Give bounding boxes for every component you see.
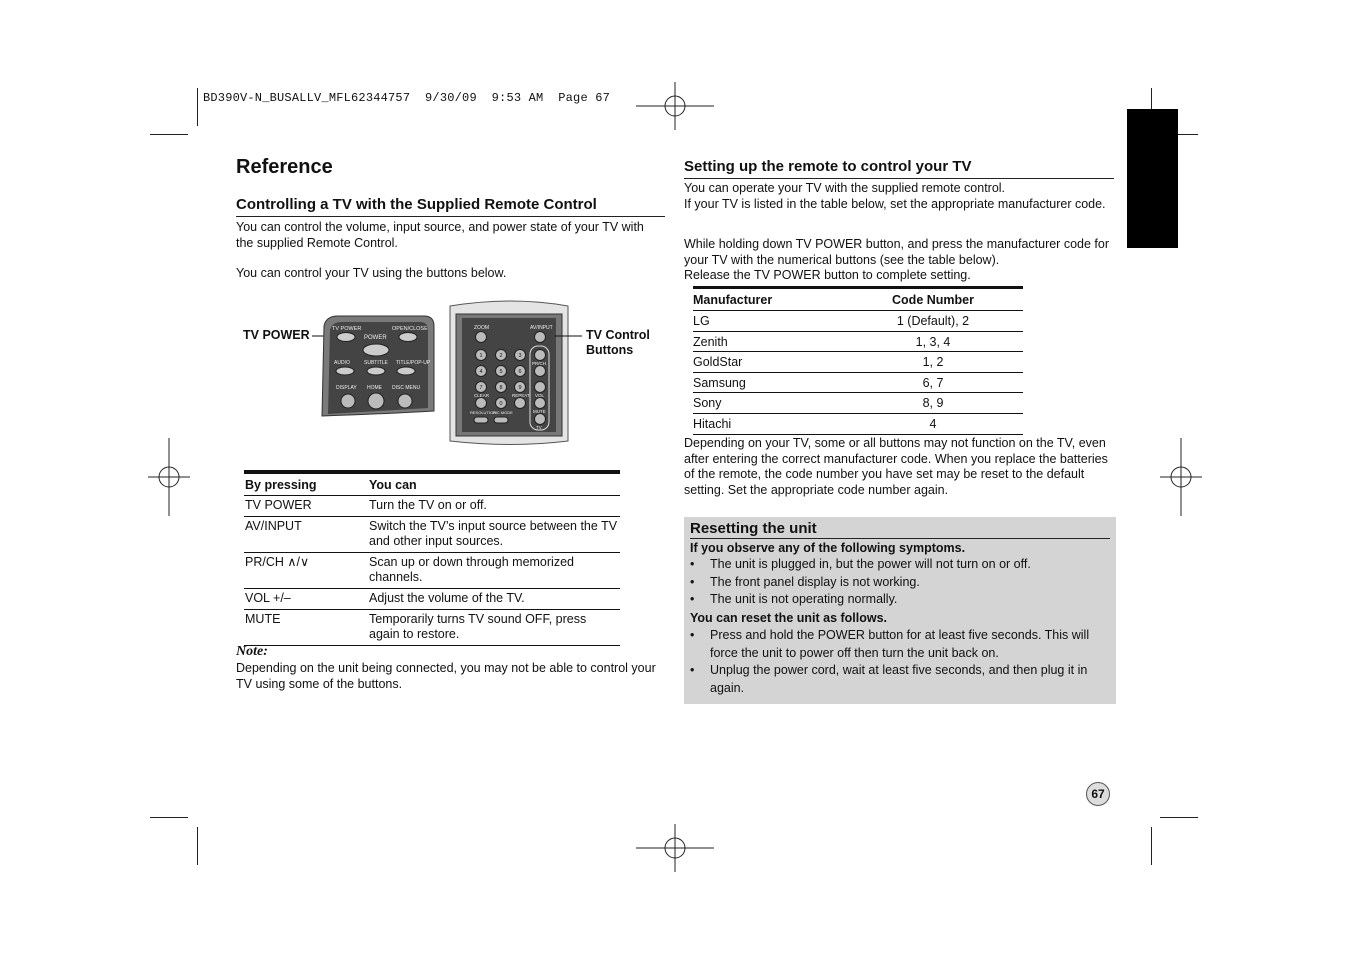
remote-label-mute: MUTE <box>533 409 546 414</box>
zoom-button <box>476 332 487 343</box>
reset-title: Resetting the unit <box>690 520 1110 539</box>
digit-7: 7 <box>479 385 483 391</box>
print-header: BD390V-N_BUSALLV_MFL62344757 9/30/09 9:53 AM Page 67 <box>203 91 611 105</box>
registration-mark-bottom <box>636 824 714 872</box>
digit-5: 5 <box>499 369 503 375</box>
note-title: Note: <box>236 644 268 659</box>
table-cell: Sony <box>693 393 843 414</box>
setup-paragraph-3: Depending on your TV, some or all buttons may not function on the TV, even after entering the correct manufacturer code. When you replace the batteries of the remote, the code number you have set may be reset to the default setting. Set the appropriate code number again. <box>684 436 1108 497</box>
table-row <box>244 517 620 553</box>
digit-1: 1 <box>479 353 483 359</box>
reset-section <box>684 517 1116 704</box>
table-cell: PR/CH ∧/∨ <box>244 553 368 589</box>
digit-8: 8 <box>499 385 503 391</box>
remote-label-home: HOME <box>367 385 382 391</box>
digit-3: 3 <box>518 353 522 359</box>
table-cell: VOL +/– <box>244 589 368 610</box>
subtitle-button <box>367 367 385 375</box>
table-row <box>693 393 1023 414</box>
table-cell: Samsung <box>693 372 843 393</box>
digit-0: 0 <box>499 401 503 407</box>
note-text: Depending on the unit being connected, you may not be able to control your TV using some of the buttons. <box>236 661 656 691</box>
power-button <box>363 344 389 356</box>
remote-label-repeat: REPEAT <box>512 393 530 398</box>
section-title-controlling-tv: Controlling a TV with the Supplied Remote Control <box>236 196 665 217</box>
table-row <box>693 331 1023 352</box>
pic-mode-button <box>494 417 508 423</box>
table-header: You can <box>368 472 620 496</box>
remote-label-pic-mode: PIC MODE <box>493 410 513 415</box>
vol-down-button <box>535 398 546 409</box>
table-cell: 4 <box>843 413 1023 434</box>
disc-menu-button <box>398 394 412 408</box>
intro-paragraph-2: You can control your TV using the buttons below. <box>236 266 507 280</box>
table-header-row <box>244 472 620 496</box>
crop-mark <box>1160 817 1198 818</box>
remote-illustration <box>312 296 587 448</box>
page-number: 67 <box>1086 782 1110 806</box>
setup-paragraph-2b: Release the TV POWER button to complete setting. <box>684 268 971 282</box>
table-cell: Switch the TV’s input source between the TV and other input sources. <box>368 517 620 553</box>
setup-paragraph-1b: If your TV is listed in the table below, set the appropriate manufacturer code. <box>684 197 1106 211</box>
section-title-setting-remote: Setting up the remote to control your TV <box>684 158 1114 179</box>
display-button <box>341 394 355 408</box>
crop-mark <box>150 817 188 818</box>
table-row <box>693 311 1023 332</box>
table-row <box>244 553 620 589</box>
table-cell: LG <box>693 311 843 332</box>
tv-control-table <box>244 470 620 646</box>
remote-label-clear: CLEAR <box>474 393 490 398</box>
table-row <box>244 589 620 610</box>
remote-label-subtitle: SUBTITLE <box>364 360 388 366</box>
chapter-tab <box>1127 109 1178 248</box>
steps-list <box>690 627 1106 697</box>
crop-mark <box>197 827 198 865</box>
table-header-row <box>693 288 1023 311</box>
table-cell: 6, 7 <box>843 372 1023 393</box>
setup-paragraph-1a: You can operate your TV with the supplied remote control. <box>684 181 1006 195</box>
remote-label-resolution: RESOLUTION <box>470 410 497 415</box>
remote-label-title-popup: TITLE/POP-UP <box>396 360 431 366</box>
crop-mark <box>150 134 188 135</box>
resolution-button <box>474 417 488 423</box>
prch-down-button <box>535 366 546 377</box>
title-popup-button <box>397 367 415 375</box>
open-close-button <box>399 333 417 342</box>
page-title: Reference <box>236 156 333 178</box>
remote-label-power: POWER <box>364 335 387 341</box>
table-cell: TV POWER <box>244 496 368 517</box>
remote-label-av-input: AV/INPUT <box>530 325 553 331</box>
table-cell: 1, 2 <box>843 352 1023 373</box>
audio-button <box>336 367 354 375</box>
remote-label-tv-power: TV POWER <box>332 326 362 332</box>
repeat-button <box>515 398 526 409</box>
symptoms-title: If you observe any of the following symptoms. <box>690 541 966 555</box>
table-row <box>244 610 620 646</box>
table-cell: 8, 9 <box>843 393 1023 414</box>
clear-button <box>476 398 487 409</box>
manufacturer-code-table <box>693 286 1023 435</box>
steps-title: You can reset the unit as follows. <box>690 611 888 625</box>
label-tv-power: TV POWER <box>243 328 310 342</box>
mute-button <box>535 414 546 425</box>
digit-2: 2 <box>499 353 503 359</box>
remote-label-disc-menu: DISC MENU <box>392 385 421 391</box>
table-cell: Zenith <box>693 331 843 352</box>
table-cell: Adjust the volume of the TV. <box>368 589 620 610</box>
intro-paragraph: You can control the volume, input source, and power state of your TV with the supplied Remote Control. <box>236 220 644 250</box>
list-item: • The front panel display is not working. <box>690 574 1106 592</box>
digit-6: 6 <box>518 369 522 375</box>
table-row <box>693 372 1023 393</box>
table-row <box>244 496 620 517</box>
list-item: • Unplug the power cord, wait at least five seconds, and then plug it in again. <box>690 662 1106 697</box>
setup-paragraph-2a: While holding down TV POWER button, and press the manufacturer code for your TV with the numerical buttons (see the table below). <box>684 237 1109 267</box>
table-cell: 1 (Default), 2 <box>843 311 1023 332</box>
vol-up-button <box>535 382 546 393</box>
remote-label-prch: PR/CH <box>532 361 547 366</box>
digit-9: 9 <box>518 385 522 391</box>
table-cell: Temporarily turns TV sound OFF, press again to restore. <box>368 610 620 646</box>
digit-4: 4 <box>479 369 483 375</box>
table-header: Manufacturer <box>693 288 843 311</box>
table-row <box>693 352 1023 373</box>
av-input-button <box>535 332 546 343</box>
table-cell: Turn the TV on or off. <box>368 496 620 517</box>
registration-mark-right <box>1160 438 1202 516</box>
remote-label-vol: VOL <box>535 393 545 398</box>
remote-label-display: DISPLAY <box>336 385 357 391</box>
list-item: • Press and hold the POWER button for at least five seconds. This will force the unit to power off then turn the unit back on. <box>690 627 1106 662</box>
tv-power-button <box>337 333 355 342</box>
list-item: • The unit is plugged in, but the power will not turn on or off. <box>690 556 1106 574</box>
crop-mark <box>197 88 198 126</box>
table-cell: Hitachi <box>693 413 843 434</box>
label-tv-control-buttons: TV Control Buttons <box>586 328 650 357</box>
table-cell: GoldStar <box>693 352 843 373</box>
symptoms-list <box>690 556 1106 609</box>
prch-up-button <box>535 350 546 361</box>
remote-label-tv: TV <box>536 425 542 430</box>
table-row <box>693 413 1023 434</box>
remote-label-open-close: OPEN/CLOSE <box>392 326 428 332</box>
table-header: Code Number <box>843 288 1023 311</box>
remote-label-audio: AUDIO <box>334 360 350 366</box>
home-button <box>368 393 384 409</box>
table-cell: AV/INPUT <box>244 517 368 553</box>
table-header: By pressing <box>244 472 368 496</box>
registration-mark-top <box>636 82 714 130</box>
list-item: • The unit is not operating normally. <box>690 591 1106 609</box>
crop-mark <box>1151 827 1152 865</box>
remote-left <box>322 316 434 416</box>
table-cell: Scan up or down through memorized channels. <box>368 553 620 589</box>
remote-label-zoom: ZOOM <box>474 325 489 331</box>
remote-right <box>450 301 568 445</box>
registration-mark-left <box>148 438 190 516</box>
table-cell: MUTE <box>244 610 368 646</box>
table-cell: 1, 3, 4 <box>843 331 1023 352</box>
